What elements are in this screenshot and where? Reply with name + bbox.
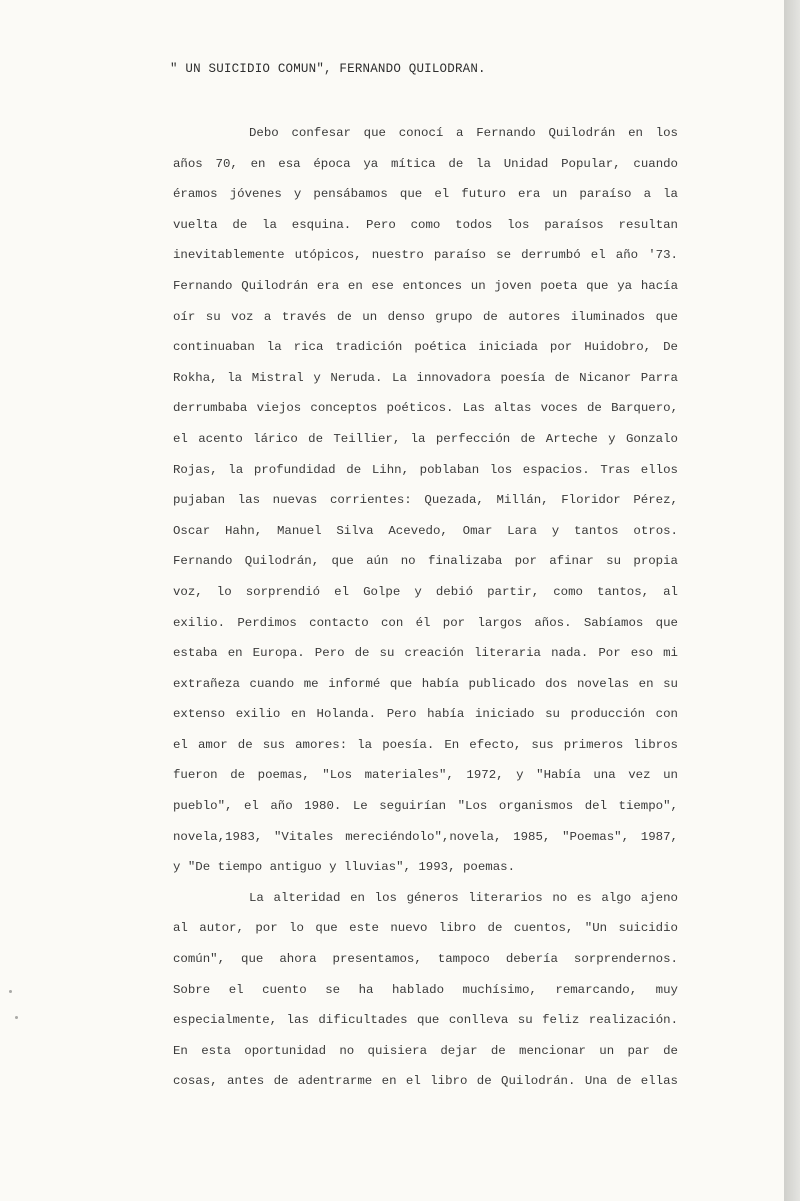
paper-speck xyxy=(15,1016,18,1019)
text-line: común", que ahora presentamos, tampoco debería sorprendernos. xyxy=(173,952,678,967)
text-line: y "De tiempo antiguo y lluvias", 1993, poemas. xyxy=(173,860,516,875)
page-edge-shadow xyxy=(784,0,800,1201)
text-line: el acento lárico de Teillier, la perfección de Arteche y Gonzalo xyxy=(173,431,678,446)
text-line: extenso exilio en Holanda. Pero había iniciado su producción con xyxy=(173,707,678,722)
text-line: En esta oportunidad no quisiera dejar de mencionar un par de xyxy=(173,1043,678,1058)
paragraph-1 xyxy=(173,118,678,883)
text-line: exilio. Perdimos contacto con él por largos años. Sabíamos que xyxy=(173,615,678,630)
text-line: pujaban las nuevas corrientes: Quezada, Millán, Floridor Pérez, xyxy=(173,493,678,508)
text-line: el amor de sus amores: la poesía. En efecto, sus primeros libros xyxy=(173,737,678,752)
text-line: Fernando Quilodrán, que aún no finalizaba por afinar su propia xyxy=(173,554,678,569)
document-body xyxy=(173,118,678,1097)
text-line: estaba en Europa. Pero de su creación literaria nada. Por eso mi xyxy=(173,646,678,661)
text-line: continuaban la rica tradición poética iniciada por Huidobro, De xyxy=(173,340,678,355)
text-line: cosas, antes de adentrarme en el libro de Quilodrán. Una de ellas xyxy=(173,1074,678,1089)
text-line: oír su voz a través de un denso grupo de autores iluminados que xyxy=(173,309,678,324)
text-line: Rojas, la profundidad de Lihn, poblaban los espacios. Tras ellos xyxy=(173,462,678,477)
text-line: voz, lo sorprendió el Golpe y debió partir, como tantos, al xyxy=(173,584,678,599)
text-line: La alteridad en los géneros literarios no es algo ajeno xyxy=(249,890,678,905)
text-line: Rokha, la Mistral y Neruda. La innovadora poesía de Nicanor Parra xyxy=(173,370,678,385)
paragraph-2 xyxy=(173,883,678,1097)
text-line: Sobre el cuento se ha hablado muchísimo, remarcando, muy xyxy=(173,982,678,997)
text-line: novela,1983, "Vitales mereciéndolo",novela, 1985, "Poemas", 1987, xyxy=(173,829,678,844)
text-line: éramos jóvenes y pensábamos que el futuro era un paraíso a la xyxy=(173,187,678,202)
text-line: derrumbaba viejos conceptos poéticos. Las altas voces de Barquero, xyxy=(173,401,678,416)
text-line: inevitablemente utópicos, nuestro paraíso se derrumbó el año '73. xyxy=(173,248,678,263)
paper-speck xyxy=(9,990,12,993)
document-title: " UN SUICIDIO COMUN", FERNANDO QUILODRAN. xyxy=(170,62,486,76)
text-line: extrañeza cuando me informé que había publicado dos novelas en su xyxy=(173,676,678,691)
text-line: años 70, en esa época ya mítica de la Unidad Popular, cuando xyxy=(173,156,678,171)
text-line: fueron de poemas, "Los materiales", 1972, y "Había una vez un xyxy=(173,768,678,783)
text-line: al autor, por lo que este nuevo libro de cuentos, "Un suicidio xyxy=(173,921,678,936)
text-line: Oscar Hahn, Manuel Silva Acevedo, Omar Lara y tantos otros. xyxy=(173,523,678,538)
text-line: Fernando Quilodrán era en ese entonces un joven poeta que ya hacía xyxy=(173,278,678,293)
text-line: vuelta de la esquina. Pero como todos los paraísos resultan xyxy=(173,217,678,232)
text-line: pueblo", el año 1980. Le seguirían "Los organismos del tiempo", xyxy=(173,799,678,814)
text-line: especialmente, las dificultades que conlleva su feliz realización. xyxy=(173,1013,678,1028)
text-line: Debo confesar que conocí a Fernando Quilodrán en los xyxy=(249,126,678,140)
